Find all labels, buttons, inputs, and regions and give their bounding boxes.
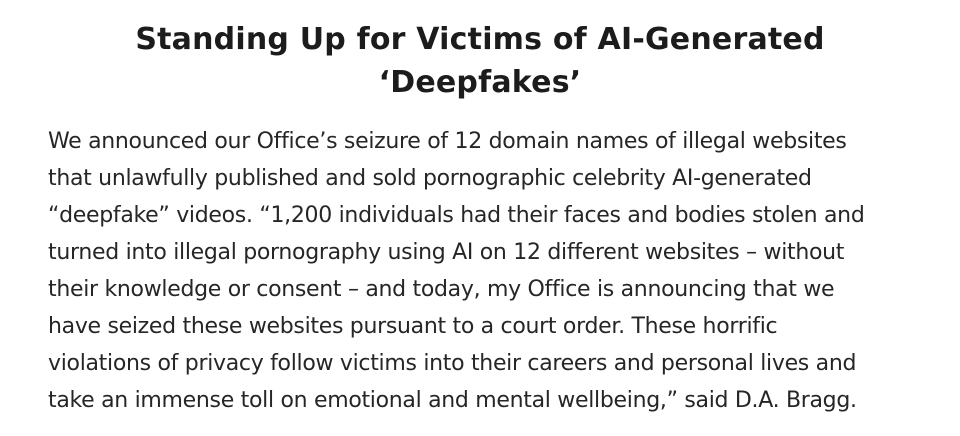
article-body-line-5: their knowledge or consent – and today, my Office is announcing that we: [48, 277, 835, 302]
article-body-line-3: “deepfake” videos. “1,200 individuals had their faces and bodies stolen and: [48, 203, 865, 228]
article-body-line-7: violations of privacy follow victims into their careers and personal lives and: [48, 351, 857, 376]
article-body: [48, 123, 928, 419]
article-title-line-2: ‘Deepfakes’: [378, 65, 582, 100]
article-body-line-4: turned into illegal pornography using AI on 12 different websites – without: [48, 240, 845, 265]
article-body-line-2: that unlawfully published and sold pornographic celebrity AI-generated: [48, 166, 812, 191]
article-title-line-1: Standing Up for Victims of AI-Generated: [135, 22, 825, 57]
article-title: [60, 18, 900, 104]
article-body-line-6: have seized these websites pursuant to a court order. These horrific: [48, 314, 778, 339]
article-body-line-1: We announced our Office’s seizure of 12 domain names of illegal websites: [48, 129, 847, 154]
article-body-line-8: take an immense toll on emotional and mental wellbeing,” said D.A. Bragg.: [48, 388, 857, 413]
